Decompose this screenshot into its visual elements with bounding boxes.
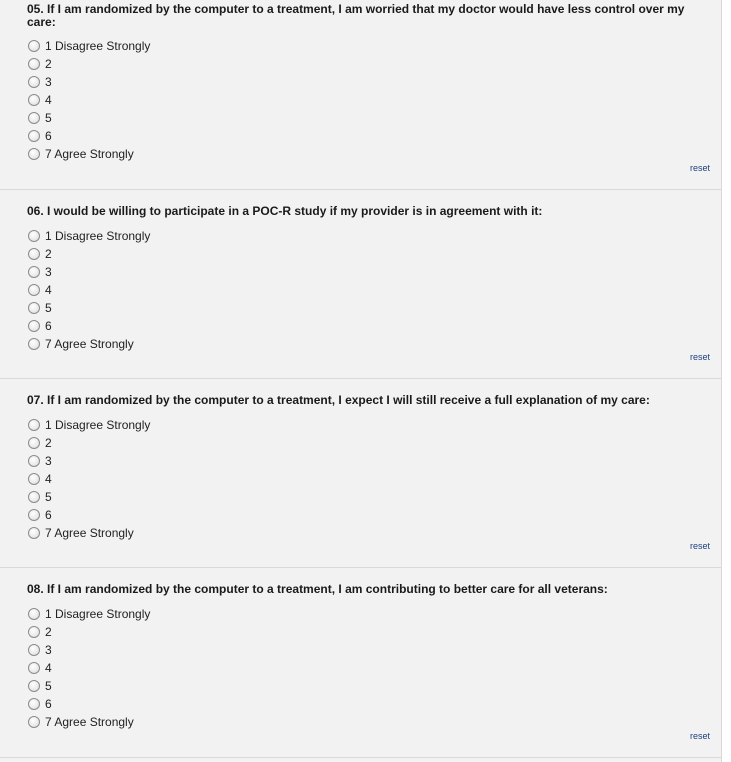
- question-08: [0, 568, 721, 758]
- question-07: [0, 379, 721, 568]
- option-5[interactable]: [28, 677, 150, 695]
- reset-link[interactable]: reset: [689, 541, 710, 551]
- option-label[interactable]: 5: [45, 679, 52, 693]
- option-label[interactable]: 2: [45, 57, 52, 71]
- radio-button[interactable]: [28, 284, 40, 296]
- option-label[interactable]: 4: [45, 472, 52, 486]
- option-label[interactable]: 6: [45, 319, 52, 333]
- option-label[interactable]: 2: [45, 436, 52, 450]
- radio-button[interactable]: [28, 608, 40, 620]
- reset-link[interactable]: reset: [689, 731, 710, 741]
- radio-button[interactable]: [28, 698, 40, 710]
- option-label[interactable]: 5: [45, 301, 52, 315]
- option-2[interactable]: [28, 55, 150, 73]
- radio-button[interactable]: [28, 320, 40, 332]
- radio-button[interactable]: [28, 112, 40, 124]
- option-6[interactable]: [28, 317, 150, 335]
- radio-button[interactable]: [28, 527, 40, 539]
- option-1[interactable]: [28, 227, 150, 245]
- option-6[interactable]: [28, 127, 150, 145]
- option-label[interactable]: 1 Disagree Strongly: [45, 229, 151, 243]
- question-06-options: [28, 227, 150, 353]
- radio-button[interactable]: [28, 302, 40, 314]
- radio-button[interactable]: [28, 338, 40, 350]
- radio-button[interactable]: [28, 76, 40, 88]
- option-1[interactable]: [28, 605, 150, 623]
- question-06: [0, 190, 721, 379]
- option-7[interactable]: [28, 524, 150, 542]
- question-05: [0, 0, 721, 190]
- radio-button[interactable]: [28, 58, 40, 70]
- question-07-options: [28, 416, 150, 542]
- radio-button[interactable]: [28, 266, 40, 278]
- radio-button[interactable]: [28, 248, 40, 260]
- option-label[interactable]: 4: [45, 93, 52, 107]
- option-2[interactable]: [28, 623, 150, 641]
- option-label[interactable]: 3: [45, 75, 52, 89]
- option-label[interactable]: 2: [45, 247, 52, 261]
- radio-button[interactable]: [28, 40, 40, 52]
- option-4[interactable]: [28, 91, 150, 109]
- option-4[interactable]: [28, 470, 150, 488]
- radio-button[interactable]: [28, 473, 40, 485]
- option-3[interactable]: [28, 641, 150, 659]
- radio-button[interactable]: [28, 662, 40, 674]
- radio-button[interactable]: [28, 626, 40, 638]
- option-label[interactable]: 5: [45, 490, 52, 504]
- option-3[interactable]: [28, 452, 150, 470]
- reset-link[interactable]: reset: [689, 352, 710, 362]
- option-5[interactable]: [28, 299, 150, 317]
- radio-button[interactable]: [28, 680, 40, 692]
- option-4[interactable]: [28, 659, 150, 677]
- reset-link[interactable]: reset: [689, 163, 710, 173]
- question-08-options: [28, 605, 150, 731]
- question-07-text: 07. If I am randomized by the computer to a treatment, I expect I will still receive a full explanation of my care:: [27, 393, 650, 407]
- option-label[interactable]: 1 Disagree Strongly: [45, 607, 151, 621]
- option-7[interactable]: [28, 145, 150, 163]
- option-label[interactable]: 6: [45, 697, 52, 711]
- option-label[interactable]: 6: [45, 508, 52, 522]
- option-7[interactable]: [28, 713, 150, 731]
- radio-button[interactable]: [28, 509, 40, 521]
- option-6[interactable]: [28, 506, 150, 524]
- option-7[interactable]: [28, 335, 150, 353]
- radio-button[interactable]: [28, 130, 40, 142]
- radio-button[interactable]: [28, 419, 40, 431]
- question-05-options: [28, 37, 150, 163]
- question-08-text: 08. If I am randomized by the computer to a treatment, I am contributing to better care for all veterans:: [27, 582, 608, 596]
- option-label[interactable]: 3: [45, 265, 52, 279]
- radio-button[interactable]: [28, 437, 40, 449]
- option-3[interactable]: [28, 263, 150, 281]
- radio-button[interactable]: [28, 644, 40, 656]
- radio-button[interactable]: [28, 148, 40, 160]
- option-4[interactable]: [28, 281, 150, 299]
- option-label[interactable]: 4: [45, 661, 52, 675]
- option-label[interactable]: 3: [45, 454, 52, 468]
- option-6[interactable]: [28, 695, 150, 713]
- option-label[interactable]: 7 Agree Strongly: [45, 526, 134, 540]
- radio-button[interactable]: [28, 94, 40, 106]
- radio-button[interactable]: [28, 491, 40, 503]
- option-label[interactable]: 1 Disagree Strongly: [45, 39, 151, 53]
- option-1[interactable]: [28, 37, 150, 55]
- option-label[interactable]: 7 Agree Strongly: [45, 147, 134, 161]
- radio-button[interactable]: [28, 716, 40, 728]
- option-3[interactable]: [28, 73, 150, 91]
- option-1[interactable]: [28, 416, 150, 434]
- option-5[interactable]: [28, 109, 150, 127]
- option-label[interactable]: 2: [45, 625, 52, 639]
- option-label[interactable]: 4: [45, 283, 52, 297]
- radio-button[interactable]: [28, 230, 40, 242]
- option-2[interactable]: [28, 245, 150, 263]
- option-label[interactable]: 6: [45, 129, 52, 143]
- option-label[interactable]: 3: [45, 643, 52, 657]
- option-label[interactable]: 7 Agree Strongly: [45, 715, 134, 729]
- option-label[interactable]: 5: [45, 111, 52, 125]
- option-label[interactable]: 1 Disagree Strongly: [45, 418, 151, 432]
- question-06-text: 06. I would be willing to participate in a POC-R study if my provider is in agreement with it:: [27, 204, 543, 218]
- question-05-text: 05. If I am randomized by the computer to a treatment, I am worried that my doctor would have less control over my care:: [27, 2, 685, 29]
- option-2[interactable]: [28, 434, 150, 452]
- option-5[interactable]: [28, 488, 150, 506]
- option-label[interactable]: 7 Agree Strongly: [45, 337, 134, 351]
- radio-button[interactable]: [28, 455, 40, 467]
